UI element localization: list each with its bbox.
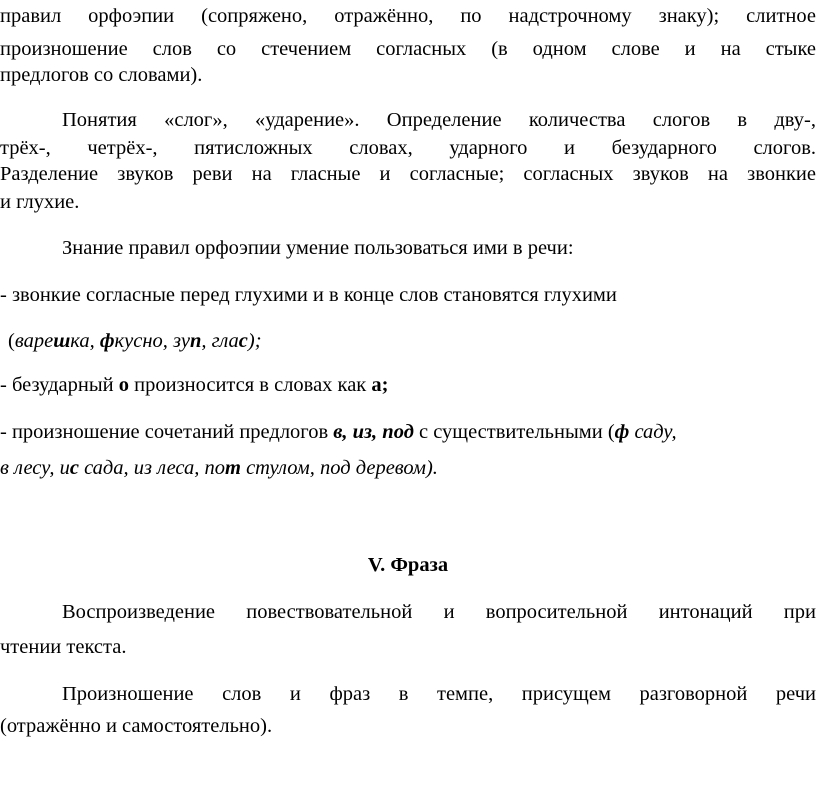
bullet-voiced-consonants: - звонкие согласные перед глухими и в конце слов становятся глухими [0,284,617,306]
example-word-1c: ка, [70,330,100,352]
bullet-prepositions-line2 [0,454,816,482]
bullet2-letter-o: о [118,374,129,396]
p3-line1: Знание правил орфоэпии умение пользоваться ими в речи: [62,237,574,259]
examples-open: ( [8,330,15,352]
bullet3-prepositions: в, из, под [333,421,414,443]
bullet-unstressed-o [0,371,816,399]
p1-line3: предлогов со словами). [0,64,203,86]
p5-line2: (отражённо и самостоятельно). [0,715,273,737]
p2-line1: Понятия «слог», «ударение». Определение количества слогов в дву-, [62,109,816,131]
bullet-prepositions-line1 [0,418,816,446]
example-word-3a: п [189,330,202,352]
p2-line2: трёх-, четрёх-, пятисложных словах, ударного и безударного слогов. [0,137,816,159]
example-word-1a: варе [14,330,54,352]
bullet2-letter-a: а; [371,374,389,396]
bullet3-text1: - произношение сочетаний предлогов [0,421,334,443]
bullet3-text2: с существительными ( [413,421,615,443]
bullet3-line2a: в лесу, и [0,457,70,479]
bullet3-f: ф [614,421,630,443]
bullet2-mid: произносится в словах как [128,374,372,396]
p1-line1: правил орфоэпии (сопряжено, отражённо, по надстрочному знаку); слитное [0,5,816,27]
bullet3-line2c: сада, из леса, по [78,457,225,479]
bullet3-line2d: т [225,457,241,479]
example-word-2b: кусно, зу [114,330,190,352]
p1-line2: произношение слов со стечением согласных (в одном слове и на стыке [0,38,816,60]
example-word-2a: ф [99,330,115,352]
examples-line [8,327,816,355]
bullet2-text: - безударный [0,374,119,396]
examples-close: ); [247,330,262,352]
p2-line4: и глухие. [0,191,80,213]
bullet3-sadu: саду, [629,421,677,443]
example-word-1b: ш [53,330,71,352]
p4-line1: Воспроизведение повествовательной и вопросительной интонаций при [62,601,816,623]
section-title: V. Фраза [367,554,449,576]
p2-line3: Разделение звуков реви на гласные и согласные; согласных звуков на звонкие [0,163,816,185]
p4-line2: чтении текста. [0,636,127,658]
bullet3-line2e: стулом, под деревом). [240,457,438,479]
p5-line1: Произношение слов и фраз в темпе, присущем разговорной речи [62,683,816,705]
example-word-3b: , гла [201,330,239,352]
example-word-4a: с [238,330,248,352]
bullet3-line2b: с [69,457,79,479]
